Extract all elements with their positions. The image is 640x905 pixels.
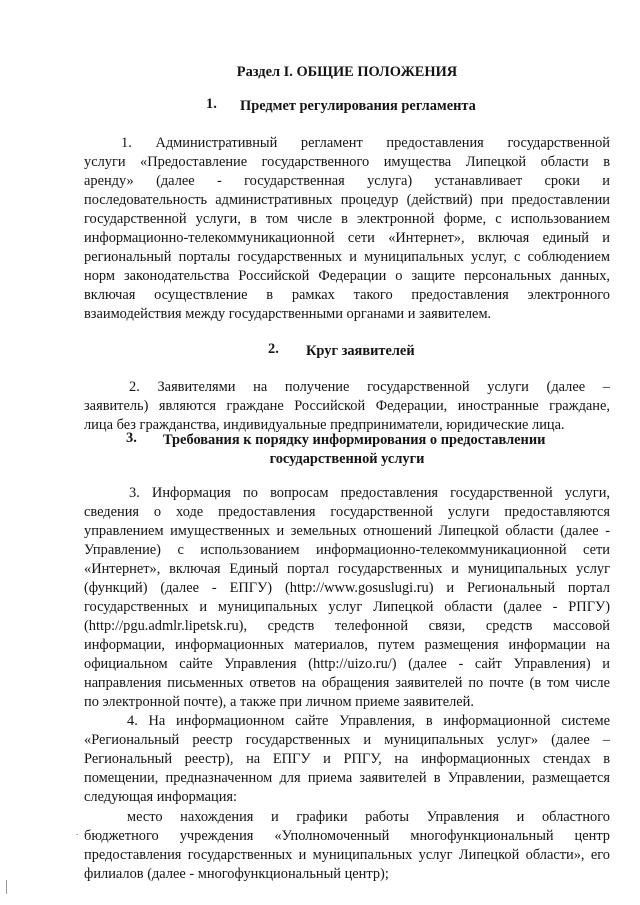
paragraph-4-line: следующая информация: (84, 789, 238, 805)
paragraph-3-line: государственных и муниципальных услуг Липецкой области (далее - РПГУ) (84, 599, 610, 615)
paragraph-3-line: (функций) (далее - ЕПГУ) (http://www.gosuslugi.ru) и Региональный портал (84, 580, 610, 596)
paragraph-1-line: норм законодательства Российской Федерации о защите персональных данных, (84, 268, 610, 284)
paragraph-5-line: филиалов (далее - многофункциональный центр); (84, 866, 389, 882)
paragraph-1-line: информационно-телекоммуникационной сети «Интернет», включая единый и (84, 230, 610, 246)
paragraph-3-line: 3. Информация по вопросам предоставления государственной услуги, (129, 485, 610, 501)
paragraph-1-line: аренду» (далее - государственная услуга) устанавливает сроки и (84, 173, 610, 189)
paragraph-5-line: предоставления государственных и муниципальных услуг Липецкой области», его (84, 847, 610, 863)
paragraph-3-line: управлением имущественных и земельных отношений Липецкой области (далее - (84, 523, 610, 539)
paragraph-4-line: 4. На информационном сайте Управления, в информационной системе (127, 713, 610, 729)
paragraph-1-line: взаимодействия между государственными органами и заявителем. (84, 306, 492, 322)
section-title: Раздел I. ОБЩИЕ ПОЛОЖЕНИЯ (236, 64, 458, 80)
heading-3-number: 3. (126, 430, 137, 446)
paragraph-3-line: Управление) с использованием информационно-телекоммуникационной сети (84, 542, 610, 558)
paragraph-3-line: направления письменных ответов на обращения заявителей по почте (в том числе (84, 675, 610, 691)
paragraph-1-line: 1. Административный регламент предоставления государственной (121, 135, 610, 151)
paragraph-5-line: бюджетного учреждения «Уполномоченный многофункциональный центр (84, 828, 610, 844)
paragraph-1-line: региональный порталы государственных и муниципальных услуг, с соблюдением (84, 249, 610, 265)
paragraph-1-line: услуги «Предоставление государственного имущества Липецкой области в (84, 154, 610, 170)
heading-1-number: 1. (206, 96, 217, 112)
scan-edge-mark (6, 880, 7, 894)
paragraph-1-line: последовательность административных процедур (действий) при предоставлении (84, 192, 610, 208)
paragraph-4-line: «Региональный реестр государственных и муниципальных услуг» (далее – (84, 732, 610, 748)
paragraph-5-line: место нахождения и графики работы Управления и областного (127, 809, 610, 825)
scan-speck: . (76, 827, 79, 837)
paragraph-3-line: (http://pgu.admlr.lipetsk.ru), средств телефонной связи, средств массовой (84, 618, 610, 634)
heading-1-title: Предмет регулирования регламента (240, 98, 476, 114)
heading-2-number: 2. (268, 341, 279, 357)
paragraph-4-line: помещении, предназначенном для приема заявителей в Управлении, размещается (84, 770, 610, 786)
paragraph-3-line: «Интернет», включая Единый портал государственных и муниципальных услуг (84, 561, 610, 577)
paragraph-2-line: заявитель) являются граждане Российской Федерации, иностранные граждане, (84, 398, 610, 414)
paragraph-3-line: официальном сайте Управления (http://uizo.ru/) (далее - сайт Управления) и (84, 656, 610, 672)
heading-2-title: Круг заявителей (306, 343, 415, 359)
paragraph-3-line: сведения о ходе предоставления государственной услуги предоставляются (84, 504, 610, 520)
paragraph-1-line: включая осуществление в рамках такого предоставления электронного (84, 287, 610, 303)
paragraph-1-line: государственной услуги, в том числе в электронной форме, с использованием (84, 211, 610, 227)
paragraph-2-line: 2. Заявителями на получение государственной услуги (далее – (129, 379, 610, 395)
heading-3-title-line-2: государственной услуги (269, 451, 425, 467)
paragraph-3-line: по электронной почте), а также при личном приеме заявителей. (84, 694, 474, 710)
heading-3-title-line-1: Требования к порядку информирования о предоставлении (163, 432, 546, 448)
paragraph-4-line: Региональный реестр), на ЕПГУ и РПГУ, на информационных стендах в (84, 751, 610, 767)
paragraph-3-line: информации, информационных материалов, путем размещения информации на (84, 637, 610, 653)
paragraph-2-line: лица без гражданства, индивидуальные предприниматели, юридические лица. (84, 417, 565, 433)
